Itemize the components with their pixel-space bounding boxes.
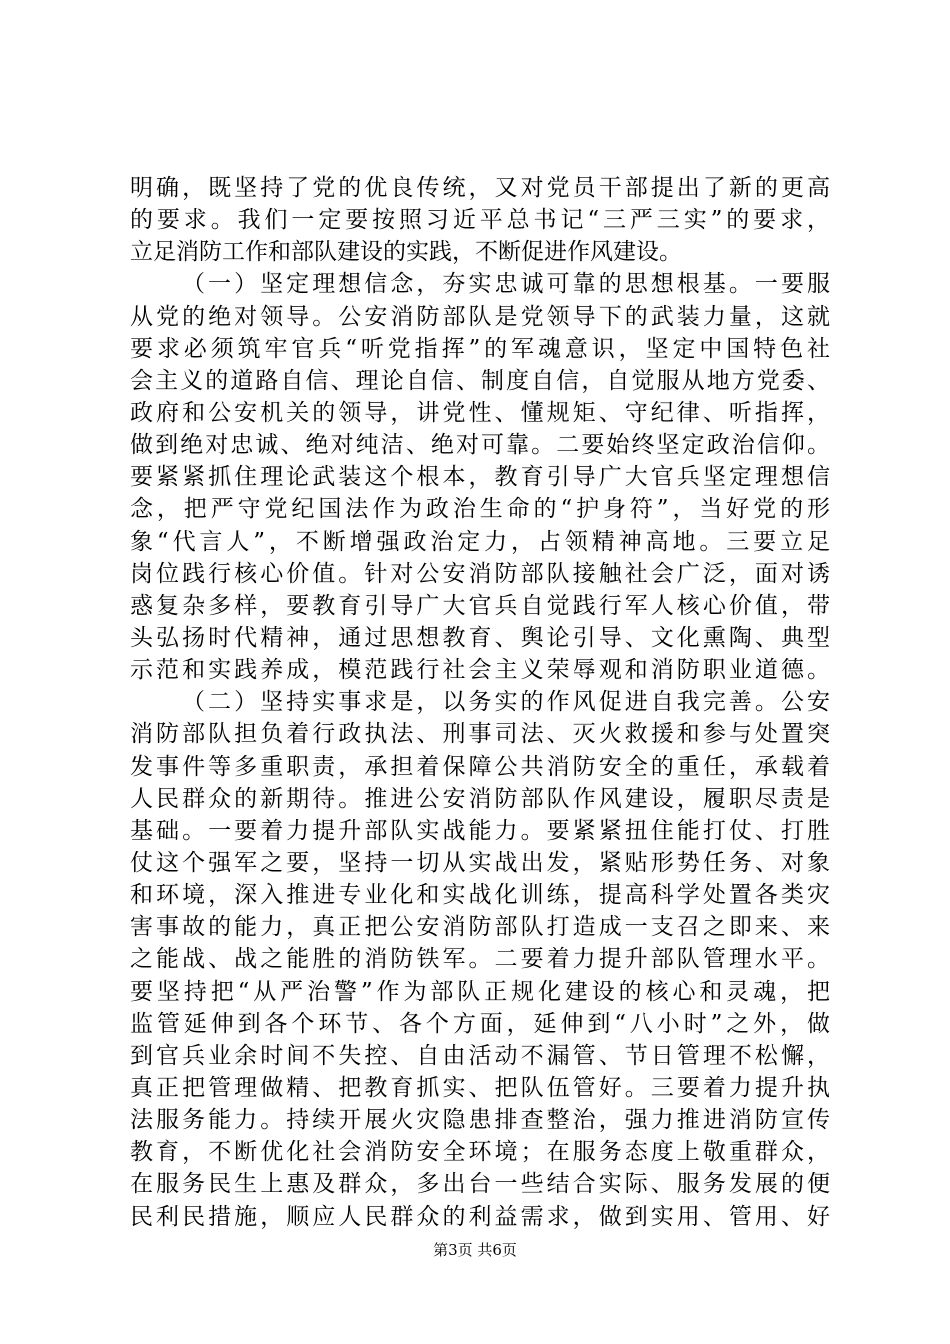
text-line: 做到绝对忠诚、绝对纯洁、绝对可靠。二要始终坚定政治信仰。: [130, 432, 830, 459]
text-line: 民利民措施，顺应人民群众的利益需求，做到实用、管用、好: [130, 1203, 830, 1230]
text-line: 示范和实践养成，模范践行社会主义荣辱观和消防职业道德。: [130, 657, 830, 684]
text-line: 政府和公安机关的领导，讲党性、懂规矩、守纪律、听指挥，: [130, 399, 830, 426]
text-line: 象“代言人”，不断增强政治定力，占领精神高地。三要立足: [130, 528, 830, 555]
text-line: 立足消防工作和部队建设的实践，不断促进作风建设。: [130, 239, 682, 266]
text-line: 念，把严守党纪国法作为政治生命的“护身符”，当好党的形: [130, 496, 830, 523]
text-line: 要坚持把“从严治警”作为部队正规化建设的核心和灵魂，把: [130, 978, 830, 1005]
text-line: 法服务能力。持续开展火灾隐患排查整治，强力推进消防宣传: [130, 1107, 830, 1134]
text-line: 从党的绝对领导。公安消防部队是党领导下的武装力量，这就: [130, 303, 830, 330]
text-line: 消防部队担负着行政执法、刑事司法、灭火救援和参与处置突: [130, 721, 830, 748]
text-line: 明确，既坚持了党的优良传统，又对党员干部提出了新的更高: [130, 175, 830, 201]
text-line: 要紧紧抓住理论武装这个根本，教育引导广大官兵坚定理想信: [130, 464, 830, 491]
text-line: 和环境，深入推进专业化和实战化训练，提高科学处置各类灾: [130, 882, 830, 909]
text-line: 岗位践行核心价值。针对公安消防部队接触社会广泛，面对诱: [130, 560, 830, 587]
text-line: 真正把管理做精、把教育抓实、把队伍管好。三要着力提升执: [130, 1074, 830, 1101]
text-line: 要求必须筑牢官兵“听党指挥”的军魂意识，坚定中国特色社: [130, 335, 830, 362]
text-line: 之能战、战之能胜的消防铁军。二要着力提升部队管理水平。: [130, 946, 830, 973]
text-line: 监管延伸到各个环节、各个方面，延伸到“八小时”之外，做: [130, 1010, 830, 1037]
text-line: 仗这个强军之要，坚持一切从实战出发，紧贴形势任务、对象: [130, 849, 830, 876]
text-line: 人民群众的新期待。推进公安消防部队作风建设，履职尽责是: [130, 785, 830, 812]
paragraph-heading-line: （二）坚持实事求是，以务实的作风促进自我完善。公安: [182, 689, 830, 716]
text-line: 教育，不断优化社会消防安全环境；在服务态度上敬重群众，: [130, 1139, 830, 1166]
text-line: 会主义的道路自信、理论自信、制度自信，自觉服从地方党委、: [130, 367, 830, 394]
text-line: 惑复杂多样，要教育引导广大官兵自觉践行军人核心价值，带: [130, 592, 830, 619]
text-line: 到官兵业余时间不失控、自由活动不漏管、节日管理不松懈，: [130, 1042, 830, 1069]
text-line: 的要求。我们一定要按照习近平总书记“三严三实”的要求，: [130, 207, 830, 234]
text-line: 头弘扬时代精神，通过思想教育、舆论引导、文化熏陶、典型: [130, 624, 830, 651]
text-line: 在服务民生上惠及群众，多出台一些结合实际、服务发展的便: [130, 1171, 830, 1198]
text-line: 害事故的能力，真正把公安消防部队打造成一支召之即来、来: [130, 914, 830, 941]
paragraph-heading-line: （一）坚定理想信念，夯实忠诚可靠的思想根基。一要服: [182, 271, 830, 298]
text-line: 发事件等多重职责，承担着保障公共消防安全的重任，承载着: [130, 753, 830, 780]
page-number-footer: 第3页 共6页: [433, 1241, 517, 1259]
document-body: [130, 172, 830, 1233]
text-line: 基础。一要着力提升部队实战能力。要紧紧扭住能打仗、打胜: [130, 817, 830, 844]
